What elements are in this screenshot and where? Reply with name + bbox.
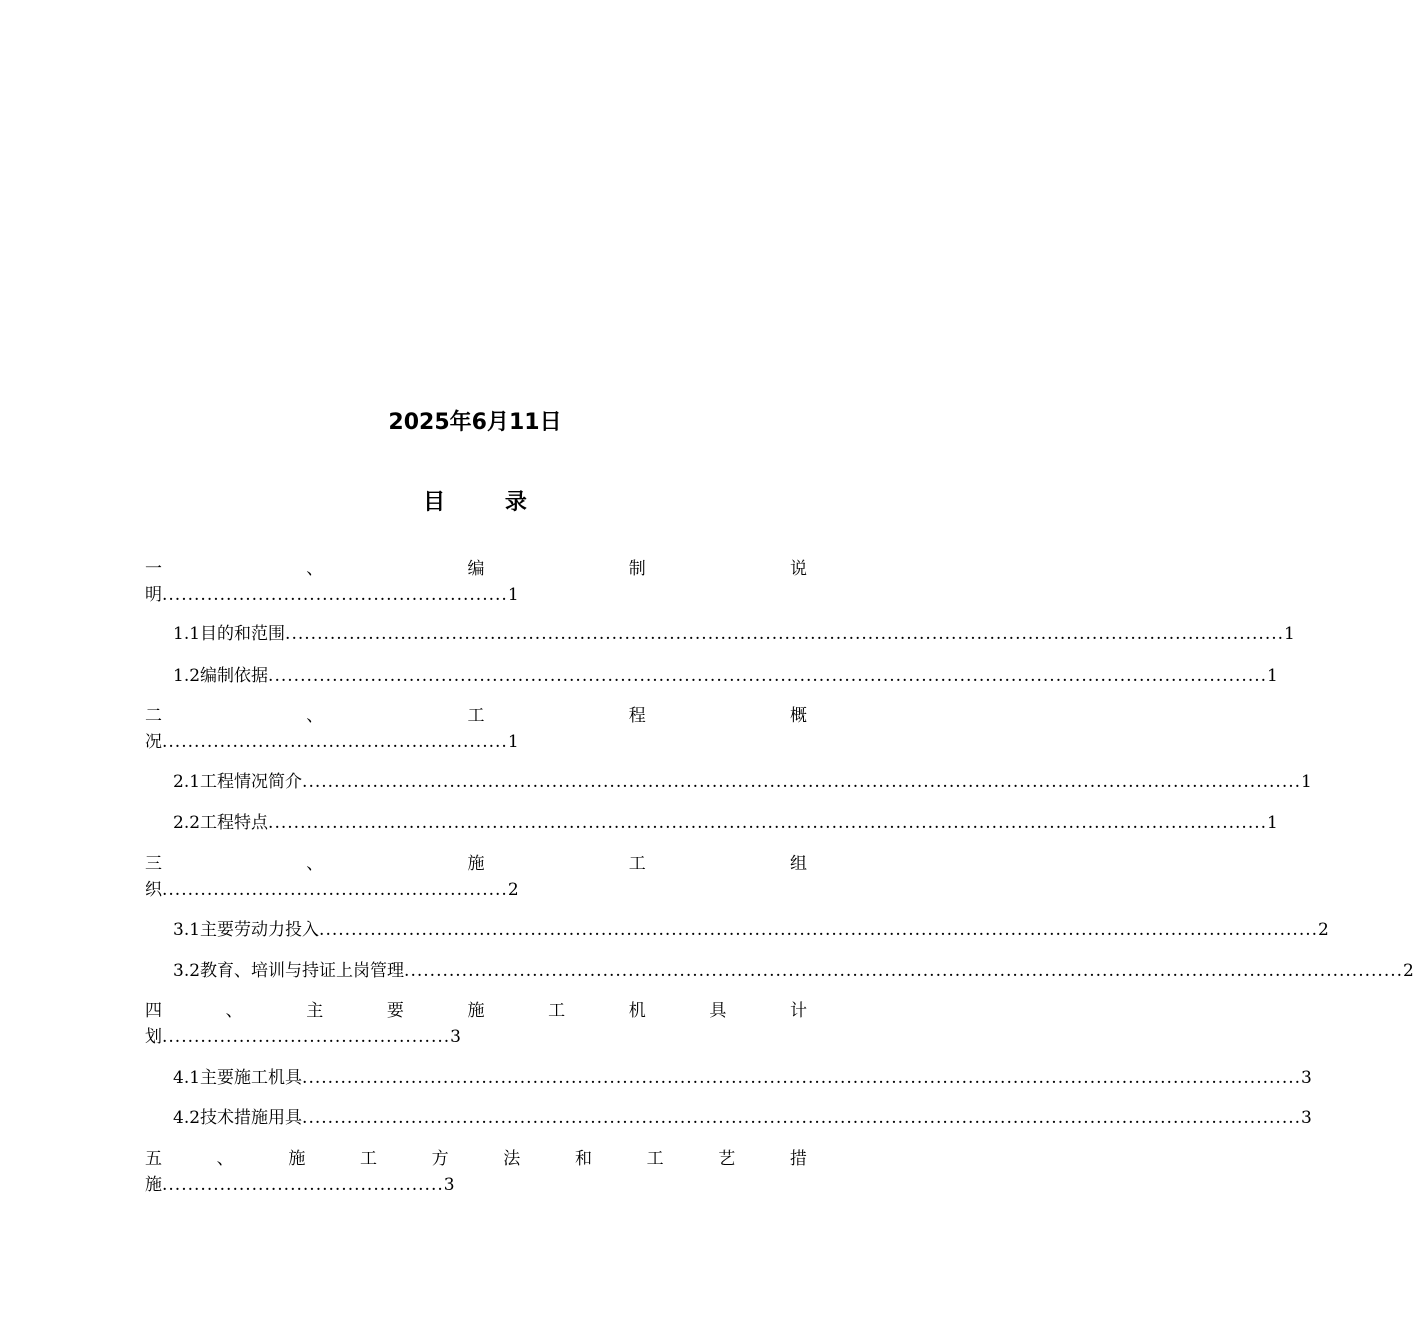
- dot-leader: ............................................................................................................................................................: [268, 666, 1268, 686]
- dot-leader: ............................................................................................................................................................: [302, 1068, 1302, 1088]
- dot-leader: ......................................................: [162, 732, 508, 752]
- page-number: 1: [1267, 813, 1278, 833]
- dot-leader: ............................................................................................................................................................: [302, 1108, 1302, 1128]
- dot-leader: ......................................................: [162, 880, 508, 900]
- page-number: 3: [1301, 1108, 1312, 1128]
- chapter-heading-tail: 织......................................................2: [145, 880, 519, 900]
- section-label: 4.1主要施工机具: [173, 1068, 303, 1088]
- dot-leader: ............................................................................................................................................................: [404, 961, 1404, 981]
- section-label: 2.1工程情况简介: [173, 772, 303, 792]
- toc-title: 目 录: [423, 490, 553, 515]
- page-number: 3: [450, 1027, 461, 1047]
- page-number: 1: [1267, 666, 1278, 686]
- dot-leader: ......................................................: [162, 585, 508, 605]
- page-number: 1: [1301, 772, 1312, 792]
- toc-chapter-1[interactable]: [145, 556, 807, 608]
- toc-section-2-2[interactable]: [173, 810, 1278, 836]
- chapter-heading-line: 一 、 编 制 说: [145, 559, 807, 579]
- toc-section-4-2[interactable]: [173, 1105, 1312, 1131]
- section-label: 1.1目的和范围: [173, 624, 286, 644]
- dot-leader: ............................................................................................................................................................: [285, 624, 1285, 644]
- document-date: 2025年6月11日: [388, 410, 562, 435]
- page-number: 3: [1301, 1068, 1312, 1088]
- section-label: 2.2工程特点: [173, 813, 269, 833]
- chapter-heading-tail: 划.............................................3: [145, 1027, 461, 1047]
- dot-leader: ............................................................................................................................................................: [319, 920, 1319, 940]
- chapter-heading-line: 四 、 主 要 施 工 机 具 计: [145, 1001, 807, 1021]
- dot-leader: ............................................................................................................................................................: [302, 772, 1302, 792]
- chapter-heading-line: 二 、 工 程 概: [145, 706, 807, 726]
- toc-chapter-4[interactable]: [145, 998, 807, 1050]
- toc-chapter-2[interactable]: [145, 703, 807, 755]
- page-number: 1: [507, 732, 519, 752]
- chapter-heading-line: 五 、 施 工 方 法 和 工 艺 措: [145, 1149, 807, 1169]
- dot-leader: ............................................................................................................................................................: [268, 813, 1268, 833]
- toc-section-4-1[interactable]: [173, 1065, 1312, 1091]
- page-number: 1: [507, 585, 519, 605]
- toc-section-1-1[interactable]: [173, 621, 1295, 647]
- chapter-heading-tail: 况......................................................1: [145, 732, 519, 752]
- chapter-heading-line: 三 、 施 工 组: [145, 854, 807, 874]
- page-number: 1: [1284, 624, 1295, 644]
- section-label: 1.2编制依据: [173, 666, 269, 686]
- toc-chapter-3[interactable]: [145, 851, 807, 903]
- toc-chapter-5[interactable]: [145, 1146, 807, 1198]
- dot-leader: .............................................: [162, 1027, 451, 1047]
- toc-section-2-1[interactable]: [173, 769, 1312, 795]
- chapter-heading-tail: 明......................................................1: [145, 585, 519, 605]
- page-number: 3: [443, 1175, 455, 1195]
- dot-leader: ............................................: [162, 1175, 444, 1195]
- page-number: 2: [507, 880, 519, 900]
- toc-section-1-2[interactable]: [173, 663, 1278, 689]
- section-label: 3.1主要劳动力投入: [173, 920, 320, 940]
- toc-section-3-2[interactable]: [173, 958, 1414, 984]
- page-number: 2: [1403, 961, 1414, 981]
- section-label: 4.2技术措施用具: [173, 1108, 303, 1128]
- chapter-heading-tail: 施............................................3: [145, 1175, 455, 1195]
- toc-section-3-1[interactable]: [173, 917, 1329, 943]
- page-number: 2: [1318, 920, 1329, 940]
- section-label: 3.2教育、培训与持证上岗管理: [173, 961, 405, 981]
